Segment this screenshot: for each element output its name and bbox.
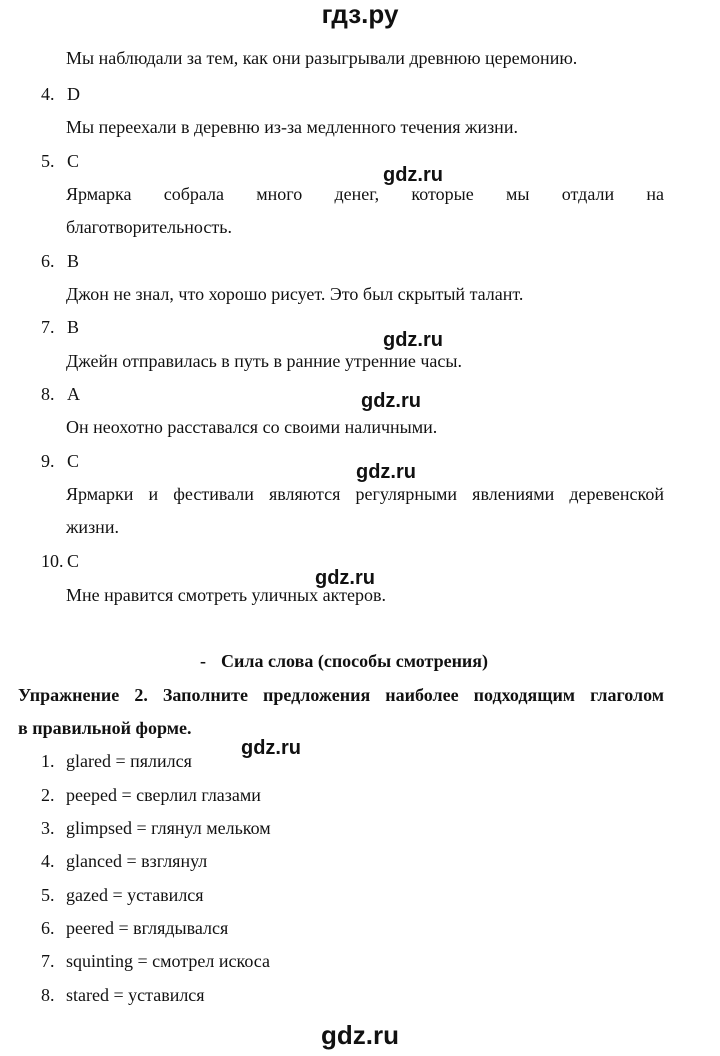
watermark: gdz.ru [356, 461, 416, 483]
answer-letter-8: A [67, 384, 80, 404]
exercise-item-2: peeped = сверлил глазами [66, 785, 261, 805]
answer-translation-8: Он неохотно расставался со своими наличными. [66, 417, 438, 437]
exercise-item-number-7: 7. [41, 951, 55, 971]
exercise-item-number-3: 3. [41, 818, 55, 838]
footer-watermark: gdz.ru [321, 1020, 399, 1050]
watermark: gdz.ru [383, 329, 443, 351]
exercise-item-7: squinting = смотрел искоса [66, 951, 270, 971]
answer-translation-9-line-1: Ярмарки и фестивали являются регулярными явлениями деревенской [66, 484, 664, 504]
answer-number-10: 10. [41, 551, 64, 571]
exercise-item-3: glimpsed = глянул мельком [66, 818, 271, 838]
section-title: Сила слова (способы смотрения) [221, 651, 489, 671]
exercise-item-number-6: 6. [41, 918, 55, 938]
answer-translation-10: Мне нравится смотреть уличных актеров. [66, 585, 386, 605]
exercise-item-number-8: 8. [41, 985, 55, 1005]
watermark: gdz.ru [241, 737, 301, 759]
answer-number-6: 6. [41, 251, 55, 271]
answer-letter-6: B [67, 251, 80, 271]
exercise-item-number-2: 2. [41, 785, 55, 805]
answer-letter-9: C [67, 451, 80, 471]
answer-translation-5-line-1: Ярмарка собрала много денег, которые мы отдали на [66, 184, 664, 204]
answer-letter-7: B [67, 317, 80, 337]
answer-translation-6: Джон не знал, что хорошо рисует. Это был скрытый талант. [66, 284, 524, 304]
exercise-item-5: gazed = уставился [66, 885, 204, 905]
watermark: gdz.ru [361, 390, 421, 412]
answer-number-7: 7. [41, 317, 55, 337]
site-header-title: гдз.ру [321, 0, 399, 29]
exercise-item-number-1: 1. [41, 751, 55, 771]
answer-translation-9-line-2: жизни. [66, 517, 119, 537]
exercise-item-4: glanced = взглянул [66, 851, 208, 871]
exercise-item-1: glared = пялился [66, 751, 192, 771]
answer-translation-5-line-2: благотворительность. [66, 217, 232, 237]
exercise-item-6: peered = вглядывался [66, 918, 229, 938]
item-3-translation: Мы наблюдали за тем, как они разыгрывали древнюю церемонию. [66, 48, 578, 68]
exercise-heading-line-1: Упражнение 2. Заполните предложения наиболее подходящим глаголом [18, 685, 664, 705]
answer-number-5: 5. [41, 151, 55, 171]
section-title-dash: - [200, 651, 206, 671]
answer-number-4: 4. [41, 84, 55, 104]
watermark: gdz.ru [315, 567, 375, 589]
answer-number-9: 9. [41, 451, 55, 471]
exercise-item-number-5: 5. [41, 885, 55, 905]
answer-letter-4: D [67, 84, 80, 104]
answer-number-8: 8. [41, 384, 55, 404]
answer-translation-4: Мы переехали в деревню из-за медленного течения жизни. [66, 117, 518, 137]
exercise-item-number-4: 4. [41, 851, 55, 871]
watermark: gdz.ru [383, 164, 443, 186]
answer-letter-5: C [67, 151, 80, 171]
exercise-heading-line-2: в правильной форме. [18, 718, 192, 738]
exercise-item-8: stared = уставился [66, 985, 205, 1005]
answer-letter-10: C [67, 551, 80, 571]
answer-translation-7: Джейн отправилась в путь в ранние утренние часы. [66, 351, 462, 371]
